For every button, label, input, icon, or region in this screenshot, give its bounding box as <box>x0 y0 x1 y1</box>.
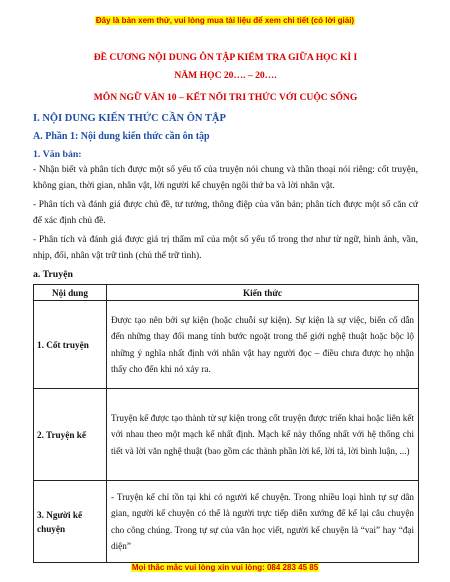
document-title: ĐỀ CƯƠNG NỘI DUNG ÔN TẬP KIỂM TRA GIỮA HỌC KÌ I <box>93 52 358 63</box>
table-header-row <box>34 285 419 301</box>
row-content: - Truyện kể chỉ tồn tại khi có người kể chuyện. Trong nhiều loại hình tự sự dân gian, người kể chuyện có thể là người trực tiếp diễn xướng để kể lại câu chuyện cho công chúng. Trong tự sự của văn học viết, người kể chuyện là “vai” hay “đại diện” <box>107 481 419 563</box>
row-topic: 1. Cốt truyện <box>34 301 107 389</box>
paragraph: - Nhận biết và phân tích được một số yếu tố của truyện nói chung và thần thoại nói riêng: cốt truyện, không gian, thời gian, nhân vật, lời người kể chuyện ngôi thứ ba và lời nhân vật. <box>33 165 418 191</box>
preview-notice-text: Đây là bản xem thử, vui lòng mua tài liệu để xem chi tiết (có lời giải) <box>95 16 355 25</box>
paragraph: - Phân tích và đánh giá được giá trị thẩm mĩ của một số yếu tố trong thơ như từ ngữ, hình ảnh, vần, nhịp, đối, nhân vật trữ tình (chủ thể trữ tình). <box>33 235 418 261</box>
contact-text: Mọi thắc mắc vui lòng xin vui lòng: 084 283 45 85 <box>131 563 319 572</box>
table-row <box>34 389 419 481</box>
preview-notice-banner <box>0 16 450 25</box>
row-topic: 3. Người kể chuyện <box>34 481 107 563</box>
item-1-heading: 1. Văn bản: <box>33 149 82 160</box>
part-a-heading: A. Phần 1: Nội dung kiến thức cần ôn tập <box>33 131 210 142</box>
column-header-content: Nội dung <box>34 285 107 301</box>
document-page <box>33 52 418 563</box>
subject-title: MÔN NGỮ VĂN 10 – KẾT NỐI TRI THỨC VỚI CUỘC SỐNG <box>93 92 358 103</box>
row-content: Được tạo nên bởi sự kiện (hoặc chuỗi sự kiện). Sự kiện là sự việc, biến cố dẫn đến những thay đổi mang tính bước ngoặt trong thế giới nghệ thuật hoặc bộc lộ những ý nghĩa nhất định với nhân vật hay người đọc – điều chưa được họ nhận thấy cho đến khi nó xảy ra. <box>107 301 419 389</box>
table-row <box>34 481 419 563</box>
row-topic: 2. Truyện kể <box>34 389 107 481</box>
knowledge-table <box>33 284 419 563</box>
subsection-heading: a. Truyện <box>33 269 73 280</box>
row-content: Truyện kể được tạo thành từ sự kiện trong cốt truyện được triển khai hoặc liên kết với nhau theo một mạch kể nhất định. Mạch kể này thống nhất với hệ thống chi tiết và lời văn nghệ thuật (bao gồm các thành phần lời kể, lời tả, lời bình luận, ...) <box>107 389 419 481</box>
contact-banner <box>0 563 450 572</box>
column-header-knowledge: Kiến thức <box>107 285 419 301</box>
table-row <box>34 301 419 389</box>
section-heading: I. NỘI DUNG KIẾN THỨC CẦN ÔN TẬP <box>33 113 226 124</box>
paragraph: - Phân tích và đánh giá được chủ đề, tư tưởng, thông điệp của văn bản; phân tích được một số căn cứ để xác định chủ đề. <box>33 200 418 226</box>
school-year: NĂM HỌC 20…. – 20…. <box>174 70 277 81</box>
